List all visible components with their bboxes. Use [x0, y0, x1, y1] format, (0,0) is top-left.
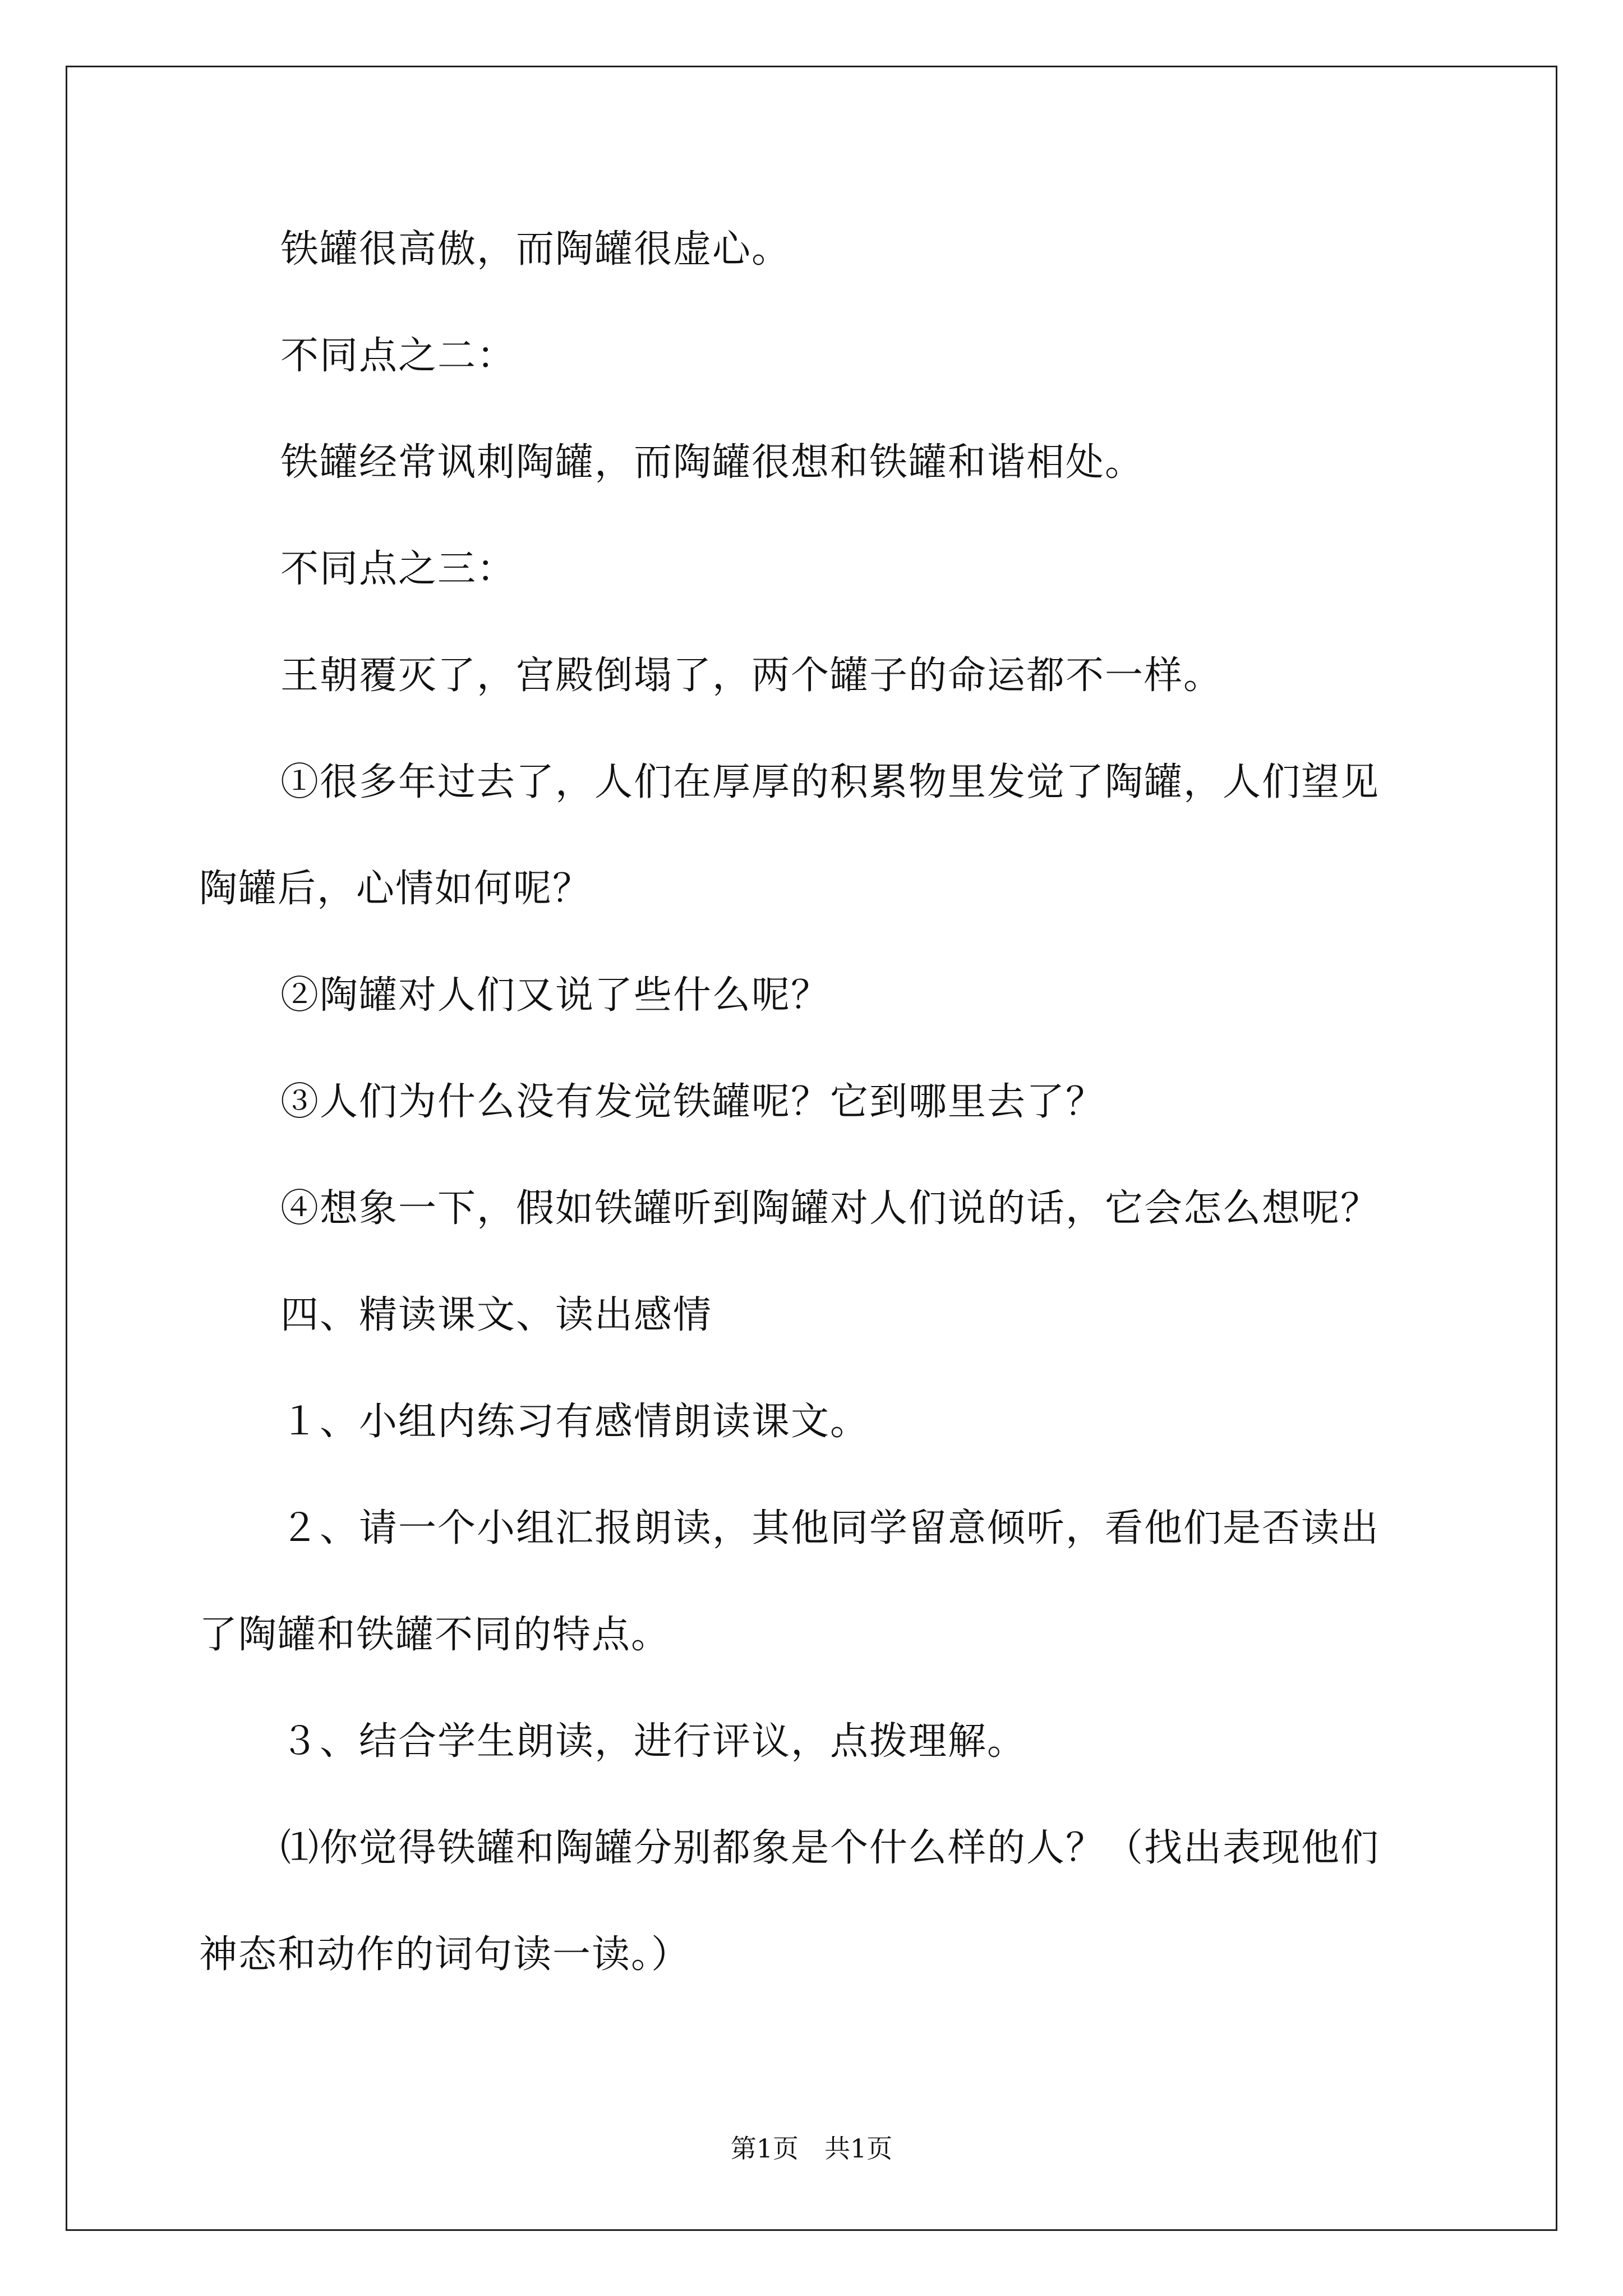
- paragraph-4: 不同点之三：: [280, 547, 517, 591]
- page-footer: 第1页 共1页: [730, 2133, 893, 2164]
- paragraph-6-line-1: ①很多年过去了，人们在厚厚的积累物里发觉了陶罐，人们望见: [280, 760, 1380, 804]
- paragraph-12-line-1: ２、请一个小组汇报朗读，其他同学留意倾听，看他们是否读出: [280, 1506, 1380, 1550]
- paragraph-6-line-2: 陶罐后，心情如何呢？: [199, 867, 592, 911]
- paragraph-12-line-2: 了陶罐和铁罐不同的特点。: [199, 1613, 671, 1657]
- paragraph-14-line-2: 神态和动作的词句读一读。）: [199, 1932, 691, 1977]
- paragraph-13: ３、结合学生朗读，进行评议，点拨理解。: [280, 1719, 1027, 1764]
- paragraph-7: ②陶罐对人们又说了些什么呢？: [280, 973, 831, 1018]
- paragraph-14-line-1: ⑴你觉得铁罐和陶罐分别都象是个什么样的人？（找出表现他们: [280, 1826, 1380, 1870]
- paragraph-5: 王朝覆灭了，宫殿倒塌了，两个罐子的命运都不一样。: [280, 654, 1223, 698]
- paragraph-9: ④想象一下，假如铁罐听到陶罐对人们说的话，它会怎么想呢？: [280, 1186, 1380, 1231]
- paragraph-11: １、小组内练习有感情朗读课文。: [280, 1400, 870, 1444]
- paragraph-2: 不同点之二：: [280, 334, 517, 378]
- section-heading: 四、精读课文、读出感情: [280, 1293, 713, 1337]
- paragraph-1: 铁罐很高傲，而陶罐很虚心。: [280, 227, 791, 272]
- paragraph-3: 铁罐经常讽刺陶罐，而陶罐很想和铁罐和谐相处。: [280, 440, 1145, 485]
- paragraph-8: ③人们为什么没有发觉铁罐呢？它到哪里去了？: [280, 1080, 1105, 1124]
